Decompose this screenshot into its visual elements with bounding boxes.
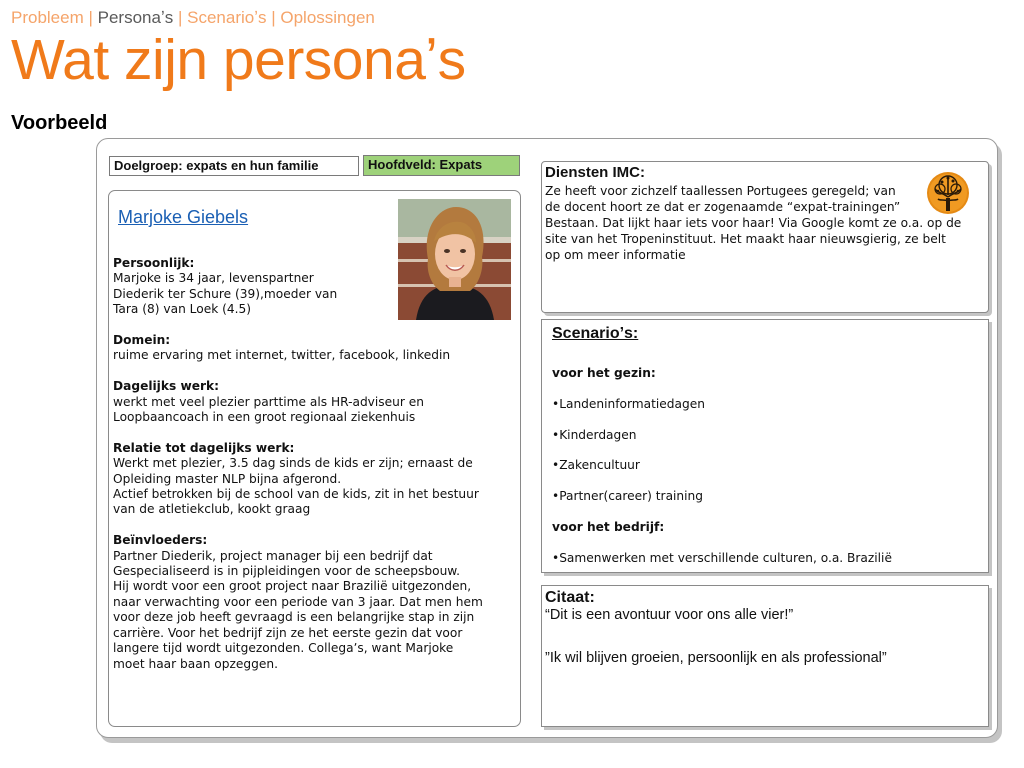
services-text <box>545 183 991 263</box>
profile-section-heading: Relatie tot dagelijks werk: <box>113 440 295 455</box>
profile-section-line: Loopbaancoach in een groot regionaal ziekenhuis <box>113 410 416 425</box>
profile-section-line: ruime ervaring met internet, twitter, facebook, linkedin <box>113 348 451 363</box>
profile-section-line: Partner Diederik, project manager bij een bedrijf dat <box>113 548 433 563</box>
quote-heading: Citaat: <box>545 589 595 606</box>
profile-details <box>113 256 517 687</box>
profile-section-line: Opleiding master NLP bijna afgerond. <box>113 471 342 486</box>
services-heading: Diensten IMC: <box>545 164 646 181</box>
nav-item-probleem[interactable]: Probleem <box>11 8 84 27</box>
scenario-item: •Landeninformatiedagen <box>552 396 705 411</box>
profile-section-line: van de atletiekclub, kookt graag <box>113 502 311 517</box>
profile-section <box>113 256 517 318</box>
nav-item-personas[interactable]: Personaʼs <box>97 8 174 27</box>
scenario-item: •Zakencultuur <box>552 458 640 473</box>
profile-section-line: Gespecialiseerd is in pijpleidingen voor de scheepsbouw. <box>113 564 461 579</box>
profile-section <box>113 379 517 425</box>
profile-section-line: Tara (8) van Loek (4.5) <box>113 302 252 317</box>
page-subtitle: Voorbeeld <box>11 112 108 134</box>
nav-item-oplossingen[interactable]: Oplossingen <box>280 8 375 27</box>
services-line: Bestaan. Dat lijkt haar iets voor haar! Via Google komt ze o.a. op de <box>545 216 962 230</box>
nav-item-scenarios[interactable]: Scenarioʼs <box>187 8 267 27</box>
profile-section <box>113 533 517 672</box>
quote-line-2: ”Ik wil blijven groeien, persoonlijk en als professional” <box>545 650 887 666</box>
scenarios-heading: Scenarioʼs: <box>552 325 639 342</box>
services-line: Ze heeft voor zichzelf taallessen Portugees geregeld; van <box>545 184 896 198</box>
profile-section-line: moet haar baan opzeggen. <box>113 656 278 671</box>
scenarios-list <box>552 366 982 582</box>
profile-section-heading: Beïnvloeders: <box>113 533 208 548</box>
profile-section-line: Hij wordt voor een groot project naar Brazilië uitgezonden, <box>113 579 472 594</box>
quote-line-1: “Dit is een avontuur voor ons alle vier!” <box>545 607 794 623</box>
profile-section-line: carrière. Voor het bedrijf zijn ze het eerste gezin dat voor <box>113 625 463 640</box>
profile-section <box>113 441 517 518</box>
profile-section-line: Diederik ter Schure (39),moeder van <box>113 286 338 301</box>
services-line: site van het Tropeninstituut. Het maakt haar nieuwsgierig, ze belt <box>545 232 946 246</box>
scenario-item: •Samenwerken met verschillende culturen, o.a. Brazilië <box>552 550 892 565</box>
profile-section-line: Marjoke is 34 jaar, levenspartner <box>113 271 314 286</box>
scenario-item: voor het bedrijf: <box>552 519 665 534</box>
scenario-item: •Kinderdagen <box>552 427 637 442</box>
tree-logo-icon <box>926 171 970 215</box>
nav-separator: | <box>83 8 98 27</box>
hoofdveld-label: Hoofdveld: Expats <box>363 155 520 176</box>
profile-section-line: Actief betrokken bij de school van de kids, zit in het bestuur <box>113 487 479 502</box>
doelgroep-label: Doelgroep: expats en hun familie <box>109 156 359 176</box>
nav-separator: | <box>173 8 188 27</box>
profile-section-line: langere tijd wordt uitgezonden. Collegaʼs, want Marjoke <box>113 641 454 656</box>
profile-section <box>113 333 517 364</box>
profile-section-line: werkt met veel plezier parttime als HR-adviseur en <box>113 394 424 409</box>
persona-name-link[interactable]: Marjoke Giebels <box>118 207 249 227</box>
services-line: de docent hoort ze dat er zogenaamde “expat-trainingen” <box>545 200 901 214</box>
breadcrumb-nav <box>11 8 375 28</box>
scenario-item: voor het gezin: <box>552 366 656 380</box>
nav-separator: | <box>266 8 281 27</box>
profile-section-heading: Persoonlijk: <box>113 256 195 270</box>
profile-section-line: Werkt met plezier, 3.5 dag sinds de kids er zijn; ernaast de <box>113 456 473 471</box>
profile-section-line: naar verwachting voor een periode van 3 jaar. Dat men hem <box>113 594 483 609</box>
scenario-item: •Partner(career) training <box>552 489 703 504</box>
profile-section-line: voor deze job heeft gevraagd is een belangrijke stap in zijn <box>113 610 475 625</box>
page-title: Wat zijn personaʼs <box>11 28 466 92</box>
services-line: op om meer informatie <box>545 248 686 262</box>
profile-section-heading: Domein: <box>113 333 171 348</box>
profile-section-heading: Dagelijks werk: <box>113 379 219 394</box>
